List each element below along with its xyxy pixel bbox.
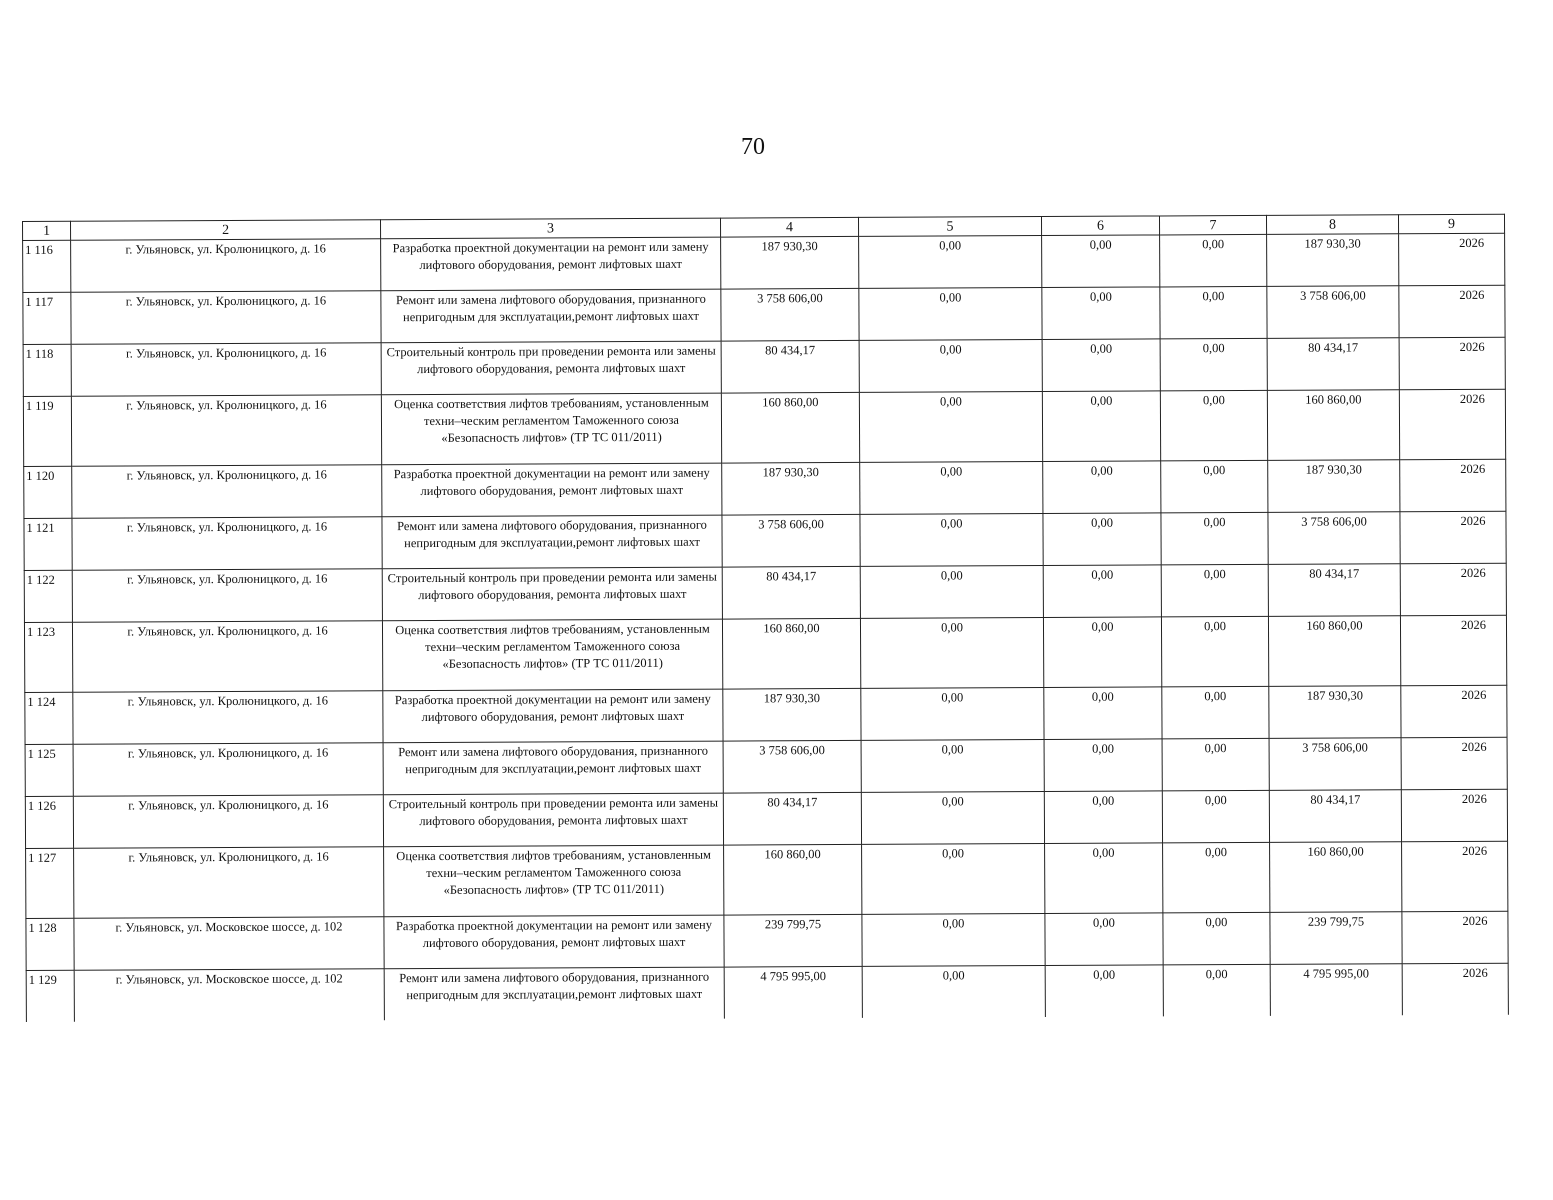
year-cell: 2026 (1401, 737, 1507, 790)
table-row (25, 737, 1507, 796)
work-description-cell: Строительный контроль при проведении ремонта или замены лифтового оборудования, ремонта лифтовых шахт (383, 793, 723, 847)
cost-col8-cell: 187 930,30 (1267, 234, 1399, 287)
year-cell: 2026 (1400, 511, 1506, 564)
address-cell: г. Ульяновск, ул. Кролюницкого, д. 16 (71, 395, 381, 467)
cost-total-cell: 187 930,30 (722, 462, 860, 515)
cost-col8-cell: 80 434,17 (1267, 338, 1399, 391)
cost-col5-cell: 0,00 (859, 392, 1042, 463)
column-header: 3 (380, 218, 720, 239)
address-cell: г. Ульяновск, ул. Кролюницкого, д. 16 (73, 795, 383, 849)
cost-col6-cell: 0,00 (1044, 791, 1162, 844)
cost-col5-cell: 0,00 (859, 340, 1042, 393)
row-number-cell: 1 118 (23, 344, 71, 396)
row-number-cell: 1 121 (24, 518, 72, 570)
address-cell: г. Ульяновск, ул. Кролюницкого, д. 16 (72, 517, 382, 571)
cost-col7-cell: 0,00 (1162, 686, 1269, 739)
cost-total-cell: 80 434,17 (721, 340, 859, 393)
cost-total-cell: 3 758 606,00 (722, 514, 860, 567)
cost-col8-cell: 80 434,17 (1268, 564, 1400, 617)
year-cell: 2026 (1401, 685, 1507, 738)
cost-col8-cell: 187 930,30 (1269, 686, 1401, 739)
cost-col5-cell: 0,00 (859, 236, 1042, 289)
table-row (23, 285, 1505, 344)
column-header: 9 (1398, 214, 1504, 234)
row-number-cell: 1 116 (23, 240, 71, 292)
cost-col7-cell: 0,00 (1160, 234, 1267, 287)
cost-col6-cell: 0,00 (1043, 617, 1161, 688)
year-cell: 2026 (1400, 615, 1506, 686)
cost-col7-cell: 0,00 (1161, 564, 1268, 617)
table-row (26, 841, 1508, 918)
cost-col5-cell: 0,00 (861, 792, 1044, 845)
cost-total-cell: 187 930,30 (721, 236, 859, 289)
cost-col7-cell: 0,00 (1162, 738, 1269, 791)
cost-total-cell: 160 860,00 (724, 844, 862, 915)
work-description-cell: Разработка проектной документации на ремонт или замену лифтового оборудования, ремонт лифтовых шахт (384, 915, 724, 969)
address-cell: г. Ульяновск, ул. Московское шоссе, д. 102 (74, 917, 384, 971)
cost-col8-cell: 160 860,00 (1268, 616, 1400, 687)
year-cell: 2026 (1399, 337, 1505, 390)
cost-total-cell: 160 860,00 (721, 392, 859, 463)
cost-col7-cell: 0,00 (1162, 790, 1269, 843)
cost-col5-cell: 0,00 (862, 914, 1045, 967)
cost-col8-cell: 239 799,75 (1270, 912, 1402, 965)
work-description-cell: Ремонт или замена лифтового оборудования, признанного непригодным для эксплуатации,ремонт лифтовых шахт (384, 967, 724, 1020)
work-description-cell: Оценка соответствия лифтов требованиям, установленным техни–ческим регламентом Таможенного союза «Безопасность лифтов» (ТР ТС 011/2011) (384, 845, 724, 917)
row-number-cell: 1 128 (26, 918, 74, 970)
works-table (22, 214, 1509, 1022)
cost-col8-cell: 3 758 606,00 (1269, 738, 1401, 791)
year-cell: 2026 (1400, 563, 1506, 616)
year-cell: 2026 (1399, 233, 1505, 286)
table-row (25, 789, 1507, 848)
cost-col7-cell: 0,00 (1160, 286, 1267, 339)
cost-total-cell: 3 758 606,00 (721, 288, 859, 341)
work-description-cell: Разработка проектной документации на ремонт или замену лифтового оборудования, ремонт лифтовых шахт (382, 463, 722, 517)
cost-total-cell: 4 795 995,00 (724, 966, 862, 1018)
cost-total-cell: 187 930,30 (723, 688, 861, 741)
row-number-cell: 1 126 (25, 796, 73, 848)
cost-col6-cell: 0,00 (1045, 965, 1163, 1017)
year-cell: 2026 (1399, 389, 1505, 460)
row-number-cell: 1 129 (26, 970, 74, 1022)
year-cell: 2026 (1402, 911, 1508, 964)
column-header: 2 (71, 220, 381, 241)
cost-col7-cell: 0,00 (1163, 842, 1270, 913)
row-number-cell: 1 124 (25, 692, 73, 744)
table-row (25, 685, 1507, 744)
column-header: 7 (1159, 215, 1266, 235)
work-description-cell: Оценка соответствия лифтов требованиям, установленным техни–ческим регламентом Таможенного союза «Безопасность лифтов» (ТР ТС 011/2011) (382, 619, 722, 691)
work-description-cell: Ремонт или замена лифтового оборудования, признанного непригодным для эксплуатации,ремонт лифтовых шахт (382, 515, 722, 569)
cost-col6-cell: 0,00 (1043, 565, 1161, 618)
cost-total-cell: 80 434,17 (722, 566, 860, 619)
work-description-cell: Разработка проектной документации на ремонт или замену лифтового оборудования, ремонт лифтовых шахт (383, 689, 723, 743)
column-header: 1 (23, 221, 71, 240)
address-cell: г. Ульяновск, ул. Кролюницкого, д. 16 (74, 847, 384, 919)
cost-col6-cell: 0,00 (1042, 287, 1160, 340)
row-number-cell: 1 127 (26, 848, 74, 918)
row-number-cell: 1 120 (24, 466, 72, 518)
cost-col5-cell: 0,00 (862, 966, 1045, 1018)
work-description-cell: Ремонт или замена лифтового оборудования, признанного непригодным для эксплуатации,ремонт лифтовых шахт (381, 289, 721, 343)
cost-col7-cell: 0,00 (1161, 460, 1268, 513)
cost-col5-cell: 0,00 (859, 288, 1042, 341)
address-cell: г. Ульяновск, ул. Кролюницкого, д. 16 (72, 621, 382, 693)
year-cell: 2026 (1401, 789, 1507, 842)
cost-col7-cell: 0,00 (1160, 338, 1267, 391)
address-cell: г. Ульяновск, ул. Кролюницкого, д. 16 (73, 743, 383, 797)
cost-col7-cell: 0,00 (1161, 512, 1268, 565)
address-cell: г. Ульяновск, ул. Кролюницкого, д. 16 (72, 569, 382, 623)
cost-col6-cell: 0,00 (1045, 843, 1163, 914)
table-row (23, 389, 1505, 466)
cost-col7-cell: 0,00 (1163, 964, 1270, 1016)
row-number-cell: 1 123 (24, 622, 72, 692)
cost-col7-cell: 0,00 (1161, 616, 1268, 687)
address-cell: г. Ульяновск, ул. Московское шоссе, д. 102 (74, 969, 384, 1022)
table-row (24, 511, 1506, 570)
row-number-cell: 1 122 (24, 570, 72, 622)
cost-total-cell: 80 434,17 (723, 792, 861, 845)
column-header: 4 (720, 217, 858, 237)
cost-col6-cell: 0,00 (1042, 339, 1160, 392)
cost-total-cell: 3 758 606,00 (723, 740, 861, 793)
cost-total-cell: 160 860,00 (722, 618, 860, 689)
row-number-cell: 1 119 (23, 396, 71, 466)
cost-col6-cell: 0,00 (1042, 391, 1160, 462)
table-row (24, 563, 1506, 622)
table-row (24, 459, 1506, 518)
year-cell: 2026 (1400, 459, 1506, 512)
address-cell: г. Ульяновск, ул. Кролюницкого, д. 16 (73, 691, 383, 745)
cost-col8-cell: 187 930,30 (1268, 460, 1400, 513)
cost-col6-cell: 0,00 (1044, 687, 1162, 740)
table-row (26, 963, 1508, 1022)
table-body (23, 233, 1509, 1022)
table-row (23, 337, 1505, 396)
cost-col7-cell: 0,00 (1163, 912, 1270, 965)
cost-col7-cell: 0,00 (1160, 390, 1267, 461)
cost-col6-cell: 0,00 (1044, 739, 1162, 792)
address-cell: г. Ульяновск, ул. Кролюницкого, д. 16 (71, 343, 381, 397)
column-header: 5 (858, 217, 1041, 237)
work-description-cell: Оценка соответствия лифтов требованиям, установленным техни–ческим регламентом Таможенного союза «Безопасность лифтов» (ТР ТС 011/2011) (381, 393, 721, 465)
cost-total-cell: 239 799,75 (724, 914, 862, 967)
table-row (26, 911, 1508, 970)
cost-col5-cell: 0,00 (860, 618, 1043, 689)
address-cell: г. Ульяновск, ул. Кролюницкого, д. 16 (71, 291, 381, 345)
row-number-cell: 1 125 (25, 744, 73, 796)
work-description-cell: Строительный контроль при проведении ремонта или замены лифтового оборудования, ремонта лифтовых шахт (381, 341, 721, 395)
year-cell: 2026 (1399, 285, 1505, 338)
year-cell: 2026 (1402, 963, 1508, 1015)
work-description-cell: Ремонт или замена лифтового оборудования, признанного непригодным для эксплуатации,ремонт лифтовых шахт (383, 741, 723, 795)
address-cell: г. Ульяновск, ул. Кролюницкого, д. 16 (72, 465, 382, 519)
address-cell: г. Ульяновск, ул. Кролюницкого, д. 16 (71, 239, 381, 293)
work-description-cell: Строительный контроль при проведении ремонта или замены лифтового оборудования, ремонта лифтовых шахт (382, 567, 722, 621)
year-cell: 2026 (1402, 841, 1508, 912)
page-number: 70 (741, 134, 765, 160)
cost-col8-cell: 4 795 995,00 (1270, 964, 1402, 1016)
cost-col8-cell: 160 860,00 (1267, 390, 1399, 461)
table-row (24, 615, 1506, 692)
table-row (23, 233, 1505, 292)
cost-col8-cell: 160 860,00 (1270, 842, 1402, 913)
column-header: 6 (1041, 216, 1159, 236)
row-number-cell: 1 117 (23, 292, 71, 344)
cost-col5-cell: 0,00 (862, 844, 1045, 915)
cost-col5-cell: 0,00 (861, 740, 1044, 793)
cost-col6-cell: 0,00 (1043, 513, 1161, 566)
cost-col5-cell: 0,00 (860, 514, 1043, 567)
cost-col8-cell: 80 434,17 (1269, 790, 1401, 843)
cost-col8-cell: 3 758 606,00 (1268, 512, 1400, 565)
cost-col8-cell: 3 758 606,00 (1267, 286, 1399, 339)
column-header: 8 (1266, 215, 1398, 235)
work-description-cell: Разработка проектной документации на ремонт или замену лифтового оборудования, ремонт лифтовых шахт (381, 237, 721, 291)
cost-col5-cell: 0,00 (861, 688, 1044, 741)
cost-col5-cell: 0,00 (860, 566, 1043, 619)
cost-col6-cell: 0,00 (1043, 461, 1161, 514)
cost-col6-cell: 0,00 (1042, 235, 1160, 288)
cost-col6-cell: 0,00 (1045, 913, 1163, 966)
cost-col5-cell: 0,00 (860, 462, 1043, 515)
